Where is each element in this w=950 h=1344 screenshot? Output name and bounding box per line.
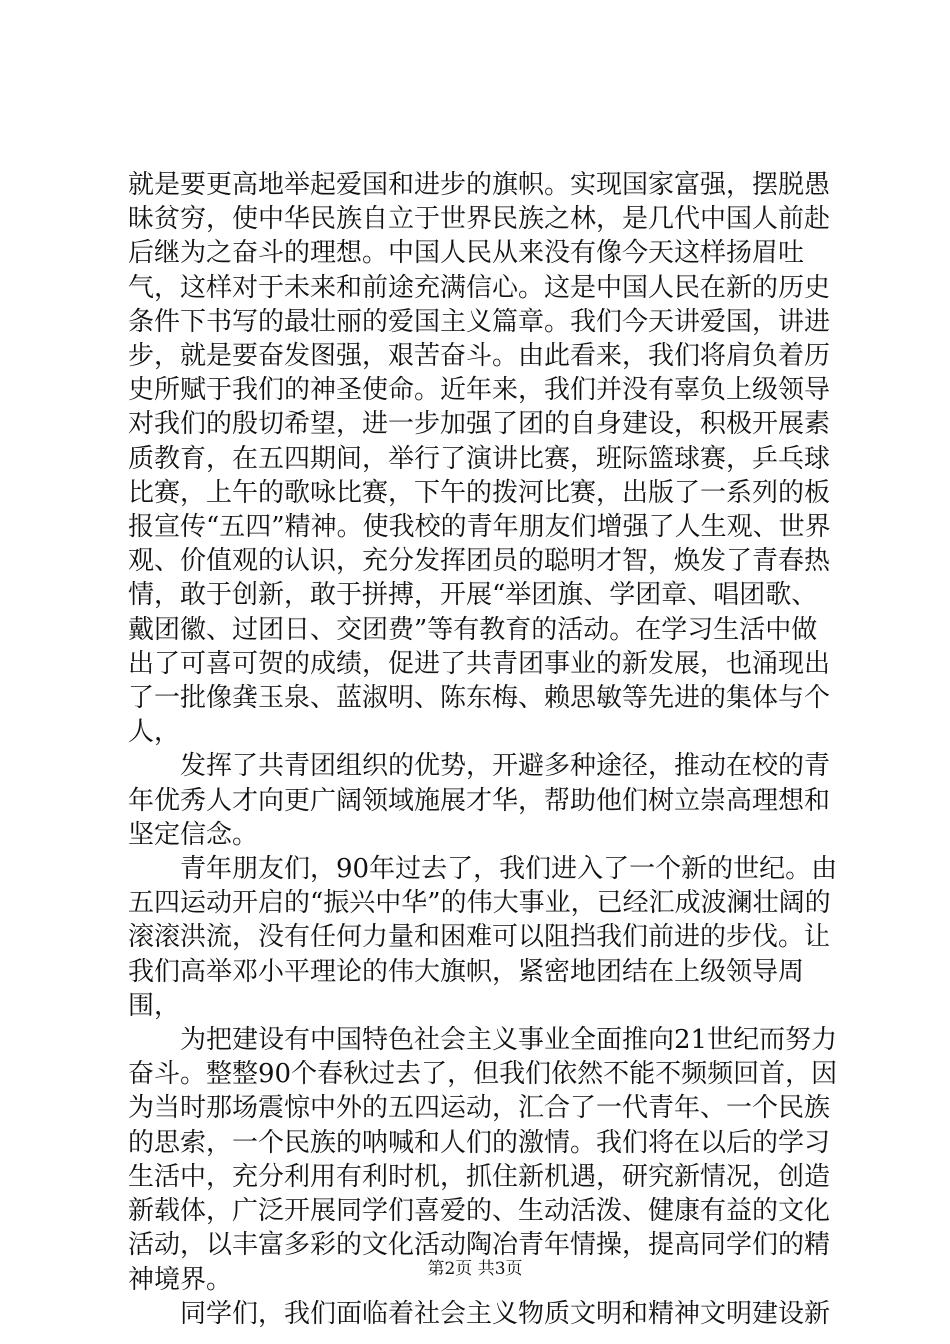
page-footer: 第2页 共3页 [427,1259,523,1279]
paragraph-5: 同学们，我们面临着社会主义物质文明和精神文明建设新 [128,1298,831,1329]
paragraph-2: 发挥了共青团组织的优势，开避多种途径，推动在校的青年优秀人才向更广阔领域施展才华，帮助他们树立崇高理想和坚定信念。 [128,751,831,850]
document-body [128,168,838,1331]
paragraph-4: 为把建设有中国特色社会主义事业全面推向21世纪而努力奋斗。整整90个春秋过去了，但我们依然不能不频频回首，因为当时那场震惊中外的五四运动，汇合了一代青年、一个民族的思索，一个民族的呐喊和人们的激情。我们将在以后的学习生活中，充分利用有利时机，抓住新机遇，研究新情况，创造新载体，广泛开展同学们喜爱的、生动活泼、健康有益的文化活动，以丰富多彩的文化活动陶冶青年情操，提高同学们的精神境界。 [128,1025,838,1295]
paragraph-1: 就是要更高地举起爱国和进步的旗帜。实现国家富强，摆脱愚昧贫穷，使中华民族自立于世界民族之林，是几代中国人前赴后继为之奋斗的理想。中国人民从来没有像今天这样扬眉吐气，这样对于未来和前途充满信心。这是中国人民在新的历史条件下书写的最壮丽的爱国主义篇章。我们今天讲爱国，讲进步，就是要奋发图强，艰苦奋斗。由此看来，我们将肩负着历史所赋于我们的神圣使命。近年来，我们并没有辜负上级领导对我们的殷切希望，进一步加强了团的自身建设，积极开展素质教育，在五四期间，举行了演讲比赛，班际篮球赛，乒乓球比赛，上午的歌咏比赛，下午的拨河比赛，出版了一系列的板报宣传“五四”精神。使我校的青年朋友们增强了人生观、世界观、价值观的认识，充分发挥团员的聪明才智，焕发了青春热情，敢于创新，敢于拼搏，开展“举团旗、学团章、唱团歌、戴团徽、过团日、交团费”等有教育的活动。在学习生活中做出了可喜可贺的成绩，促进了共青团事业的新发展，也涌现出了一批像龚玉泉、蓝淑明、陈东梅、赖思敏等先进的集体与个人， [128,170,831,748]
paragraph-3: 青年朋友们，90年过去了，我们进入了一个新的世纪。由五四运动开启的“振兴中华”的伟大事业，已经汇成波澜壮阔的滚滚洪流，没有任何力量和困难可以阻挡我们前进的步伐。让我们高举邓小平理论的伟大旗帜，紧密地团结在上级领导周围， [128,854,838,1021]
